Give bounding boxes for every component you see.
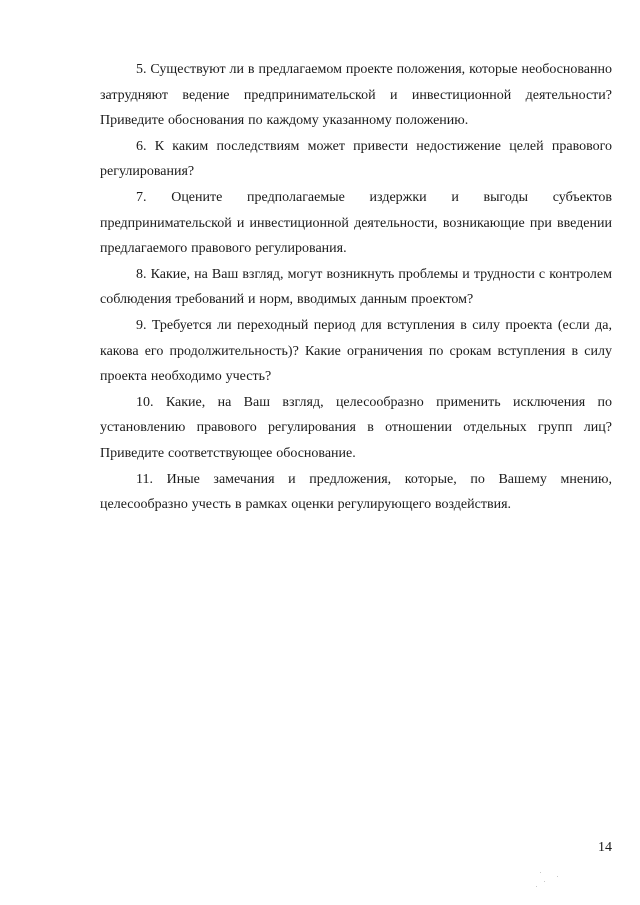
question-paragraph-11: 11. Иные замечания и предложения, которые, по Вашему мнению, целесообразно учесть в рамках оценки регулирующего воздействия.	[100, 471, 612, 513]
document-body	[100, 57, 612, 518]
scan-speck	[540, 872, 541, 873]
scan-speck	[544, 881, 545, 882]
question-paragraph-8: 8. Какие, на Ваш взгляд, могут возникнуть проблемы и трудности с контролем соблюдения требований и норм, вводимых данным проектом?	[100, 266, 612, 308]
page-number: 14	[598, 840, 612, 855]
question-paragraph-9: 9. Требуется ли переходный период для вступления в силу проекта (если да, какова его продолжительность)? Какие ограничения по срокам вступления в силу проекта необходимо учесть?	[100, 317, 612, 385]
question-paragraph-10: 10. Какие, на Ваш взгляд, целесообразно применить исключения по установлению правового регулирования в отношении отдельных групп лиц? Приведите соответствующее обоснование.	[100, 394, 612, 461]
question-paragraph-7: 7. Оцените предполагаемые издержки и выгоды субъектов предпринимательской и инвестиционной деятельности, возникающие при введении предлагаемого правового регулирования.	[100, 189, 612, 257]
scan-speck	[557, 876, 558, 877]
question-paragraph-5: 5. Существуют ли в предлагаемом проекте положения, которые необоснованно затрудняют ведение предпринимательской и инвестиционной деятельности? Приведите обоснования по каждому указанному положению.	[100, 62, 612, 129]
scan-speck	[536, 886, 537, 887]
question-paragraph-6: 6. К каким последствиям может привести недостижение целей правового регулирования?	[100, 138, 612, 180]
